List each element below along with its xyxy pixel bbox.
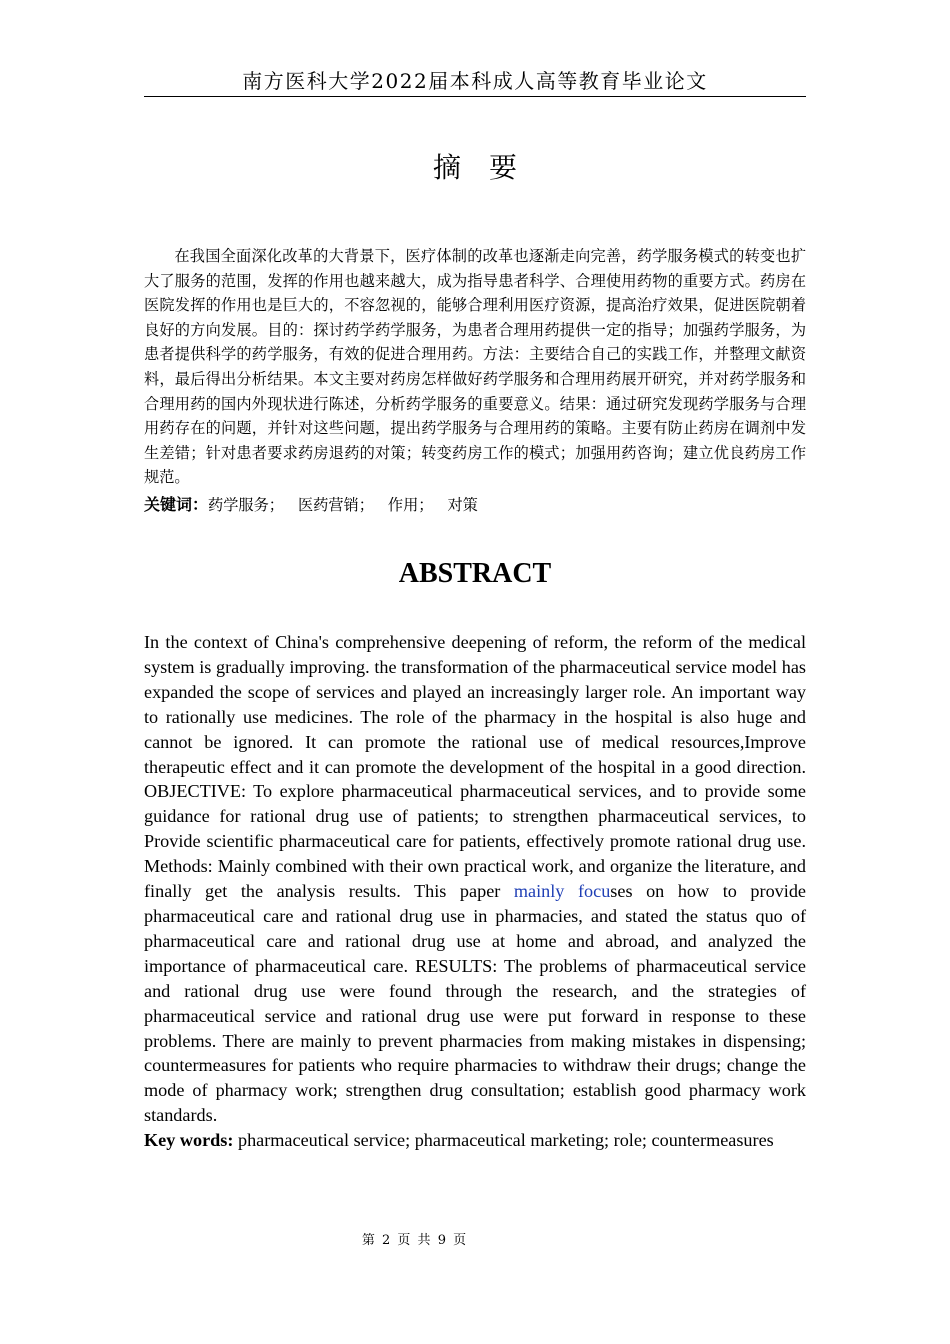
english-keywords (144, 1128, 806, 1153)
chinese-abstract-title: 摘 要 (432, 151, 517, 184)
chinese-abstract-body: 在我国全面深化改革的大背景下，医疗体制的改革也逐渐走向完善，药学服务模式的转变也扩大了服务的范围，发挥的作用也越来越大，成为指导患者科学、合理使用药物的重要方式。药房在医院发挥的作用也是巨大的，不容忽视的，能够合理利用医疗资源，提高治疗效果，促进医院朝着良好的方向发展。目的：探讨药学药学服务，为患者合理用药提供一定的指导；加强药学服务，为患者提供科学的药学服务，有效的促进合理用药。方法：主要结合自己的实践工作，并整理文献资料，最后得出分析结果。本文主要对药房怎样做好药学服务和合理用药展开研究，并对药学服务和合理用药的国内外现状进行陈述，分析药学服务的重要意义。结果：通过研究发现药学服务与合理用药存在的问题，并针对这些问题，提出药学服务与合理用药的策略。主要有防止药房在调剂中发生差错；针对患者要求药房退药的对策；转变药房工作的模式；加强用药咨询；建立优良药房工作规范。 (144, 247, 806, 487)
english-abstract-title: ABSTRACT (398, 558, 552, 589)
english-abstract-text-part2: ses on how to provide pharmaceutical care and rational drug use in pharmacies, and stated the status quo of pharmaceutical care and rational drug use at home and abroad, and analyzed the importance of pharmaceutical care. RESULTS: The problems of pharmaceutical service and rational drug use were found through the research, and the strategies of pharmaceutical service and rational drug use were put forward in response to these problems. There are mainly to prevent pharmacies from making mistakes in dispensing; countermeasures for patients who require pharmacies to withdraw their drugs; change the mode of pharmacy work; strengthen drug consultation; establish good pharmacy work standards. (144, 881, 806, 1126)
keyword-item: 药学服务； (208, 496, 284, 514)
english-abstract-body (144, 630, 806, 1128)
chinese-keywords-label: 关键词： (144, 495, 209, 514)
page-header: 南方医科大学2022届本科成人高等教育毕业论文 (144, 66, 806, 97)
highlighted-text: mainly focu (513, 881, 611, 902)
keyword-item: 对策 (447, 496, 478, 514)
chinese-keywords (144, 493, 806, 517)
english-abstract-text-part1: In the context of China's comprehensive deepening of reform, the reform of the medical system is gradually improving. the transformation of the pharmaceutical service model has expanded the scope of services and played an increasingly larger role. An important way to rationally use medicines. The role of the pharmacy in the hospital is also huge and cannot be ignored. It can promote the rational use of medical resources,Improve therapeutic effect and it can promote the development of the hospital in a good direction. OBJECTIVE: To explore pharmaceutical pharmaceutical services, and to provide some guidance for rational drug use of patients; to strengthen pharmaceutical services, to Provide scientific pharmaceutical care for patients, effectively promote rational drug use. Methods: Mainly combined with their own practical work, and organize the literature, and finally get the analysis results. This paper (144, 632, 806, 902)
english-keywords-text: pharmaceutical service; pharmaceutical marketing; role; countermeasures (237, 1130, 774, 1150)
english-keywords-label: Key words: (144, 1130, 234, 1150)
keyword-item: 医药营销； (297, 496, 374, 514)
page-footer: 第 2 页 共 9 页 (361, 1233, 467, 1248)
keyword-item: 作用； (387, 496, 434, 514)
